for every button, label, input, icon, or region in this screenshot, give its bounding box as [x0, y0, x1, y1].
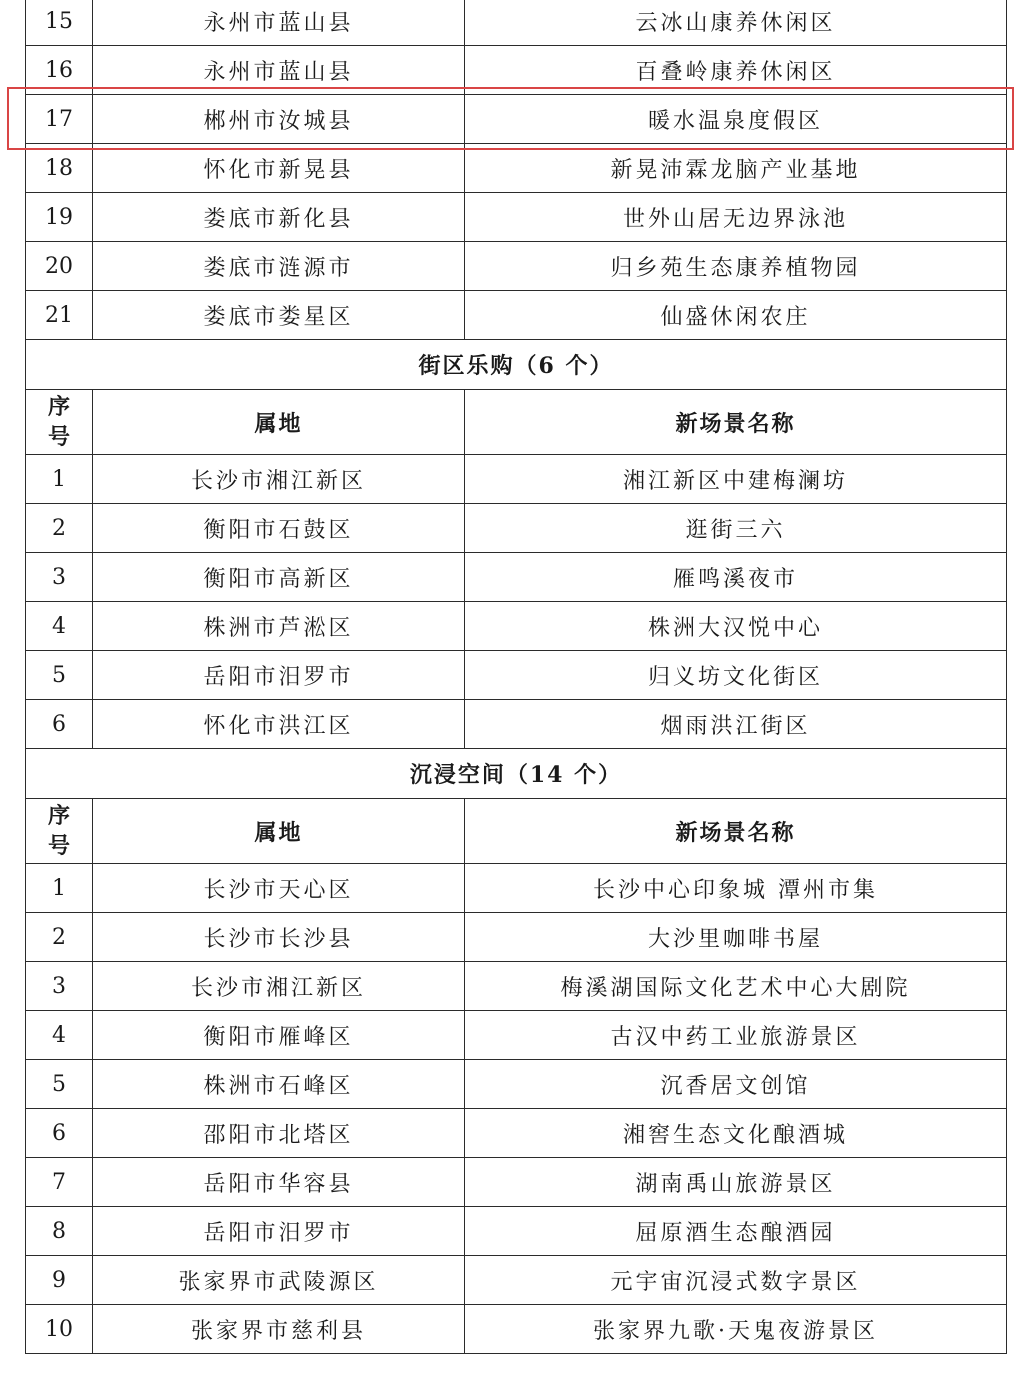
table-row [26, 0, 1007, 46]
row-place: 永州市蓝山县 [93, 46, 465, 95]
row-place: 株洲市芦淞区 [93, 602, 465, 651]
row-place: 衡阳市雁峰区 [93, 1011, 465, 1060]
row-place: 怀化市新晃县 [93, 144, 465, 193]
header-place: 属地 [93, 390, 465, 455]
row-number: 9 [26, 1256, 93, 1305]
row-place: 娄底市新化县 [93, 193, 465, 242]
table-row [26, 1207, 1007, 1256]
row-number: 6 [26, 700, 93, 749]
table-row [26, 144, 1007, 193]
row-place: 衡阳市高新区 [93, 553, 465, 602]
header-xuhao-line1: 序 [47, 803, 70, 829]
table-row [26, 291, 1007, 340]
header-xuhao [26, 799, 93, 864]
row-number: 1 [26, 455, 93, 504]
row-place: 衡阳市石鼓区 [93, 504, 465, 553]
row-scene-name: 雁鸣溪夜市 [465, 553, 1007, 602]
row-scene-name: 湘江新区中建梅澜坊 [465, 455, 1007, 504]
row-place: 邵阳市北塔区 [93, 1109, 465, 1158]
row-scene-name: 归义坊文化街区 [465, 651, 1007, 700]
row-scene-name: 世外山居无边界泳池 [465, 193, 1007, 242]
section-title-row [26, 340, 1007, 390]
table-row [26, 1109, 1007, 1158]
table-row [26, 602, 1007, 651]
row-scene-name: 梅溪湖国际文化艺术中心大剧院 [465, 962, 1007, 1011]
row-place: 岳阳市汨罗市 [93, 1207, 465, 1256]
row-place: 岳阳市华容县 [93, 1158, 465, 1207]
row-number: 2 [26, 913, 93, 962]
row-number: 20 [26, 242, 93, 291]
table-row [26, 1060, 1007, 1109]
row-number: 5 [26, 651, 93, 700]
table-row [26, 1256, 1007, 1305]
row-scene-name: 沉香居文创馆 [465, 1060, 1007, 1109]
header-xuhao-line1: 序 [47, 394, 70, 420]
row-place: 娄底市娄星区 [93, 291, 465, 340]
row-scene-name: 逛街三六 [465, 504, 1007, 553]
row-place: 岳阳市汨罗市 [93, 651, 465, 700]
row-place: 长沙市湘江新区 [93, 455, 465, 504]
row-number: 7 [26, 1158, 93, 1207]
row-number: 18 [26, 144, 93, 193]
row-number: 4 [26, 602, 93, 651]
section-title-shopping: 街区乐购（6 个） [26, 340, 1007, 390]
row-number: 3 [26, 962, 93, 1011]
row-place: 长沙市长沙县 [93, 913, 465, 962]
table-row [26, 1305, 1007, 1354]
row-number: 17 [26, 95, 93, 144]
section-title-row [26, 749, 1007, 799]
row-scene-name: 大沙里咖啡书屋 [465, 913, 1007, 962]
table-row [26, 46, 1007, 95]
row-place: 娄底市涟源市 [93, 242, 465, 291]
header-scene-name: 新场景名称 [465, 799, 1007, 864]
row-place: 张家界市武陵源区 [93, 1256, 465, 1305]
row-number: 1 [26, 864, 93, 913]
scenes-table [25, 0, 1007, 1354]
row-scene-name: 百叠岭康养休闲区 [465, 46, 1007, 95]
header-place: 属地 [93, 799, 465, 864]
table-row [26, 1011, 1007, 1060]
row-scene-name: 云冰山康养休闲区 [465, 0, 1007, 46]
row-number: 21 [26, 291, 93, 340]
row-place: 长沙市湘江新区 [93, 962, 465, 1011]
row-number: 5 [26, 1060, 93, 1109]
row-scene-name: 仙盛休闲农庄 [465, 291, 1007, 340]
table-row [26, 455, 1007, 504]
row-number: 16 [26, 46, 93, 95]
header-xuhao-line2: 号 [47, 833, 70, 859]
table-header-row [26, 390, 1007, 455]
row-scene-name: 屈原酒生态酿酒园 [465, 1207, 1007, 1256]
row-number: 10 [26, 1305, 93, 1354]
row-scene-name: 归乡苑生态康养植物园 [465, 242, 1007, 291]
table-row [26, 1158, 1007, 1207]
row-place: 怀化市洪江区 [93, 700, 465, 749]
row-place: 张家界市慈利县 [93, 1305, 465, 1354]
table-row [26, 962, 1007, 1011]
header-xuhao [26, 390, 93, 455]
table-row [26, 700, 1007, 749]
row-scene-name: 古汉中药工业旅游景区 [465, 1011, 1007, 1060]
row-place: 株洲市石峰区 [93, 1060, 465, 1109]
row-number: 3 [26, 553, 93, 602]
row-number: 6 [26, 1109, 93, 1158]
table-row [26, 193, 1007, 242]
row-scene-name: 烟雨洪江街区 [465, 700, 1007, 749]
table-row [26, 913, 1007, 962]
row-number: 19 [26, 193, 93, 242]
row-number: 2 [26, 504, 93, 553]
row-place: 长沙市天心区 [93, 864, 465, 913]
table-header-row [26, 799, 1007, 864]
section-title-immersive: 沉浸空间（14 个） [26, 749, 1007, 799]
row-number: 8 [26, 1207, 93, 1256]
row-place: 永州市蓝山县 [93, 0, 465, 46]
row-scene-name: 湘窖生态文化酿酒城 [465, 1109, 1007, 1158]
table-row [26, 242, 1007, 291]
row-scene-name: 湖南禹山旅游景区 [465, 1158, 1007, 1207]
table-row [26, 864, 1007, 913]
row-number: 4 [26, 1011, 93, 1060]
row-scene-name: 新晃沛霖龙脑产业基地 [465, 144, 1007, 193]
row-place: 郴州市汝城县 [93, 95, 465, 144]
row-scene-name: 张家界九歌·天鬼夜游景区 [465, 1305, 1007, 1354]
table-row [26, 504, 1007, 553]
header-scene-name: 新场景名称 [465, 390, 1007, 455]
row-scene-name: 暖水温泉度假区 [465, 95, 1007, 144]
table-row [26, 651, 1007, 700]
header-xuhao-line2: 号 [47, 424, 70, 450]
row-number: 15 [26, 0, 93, 46]
row-scene-name: 株洲大汉悦中心 [465, 602, 1007, 651]
row-scene-name: 元宇宙沉浸式数字景区 [465, 1256, 1007, 1305]
row-scene-name: 长沙中心印象城 潭州市集 [465, 864, 1007, 913]
table-row-highlighted [26, 95, 1007, 144]
table-row [26, 553, 1007, 602]
